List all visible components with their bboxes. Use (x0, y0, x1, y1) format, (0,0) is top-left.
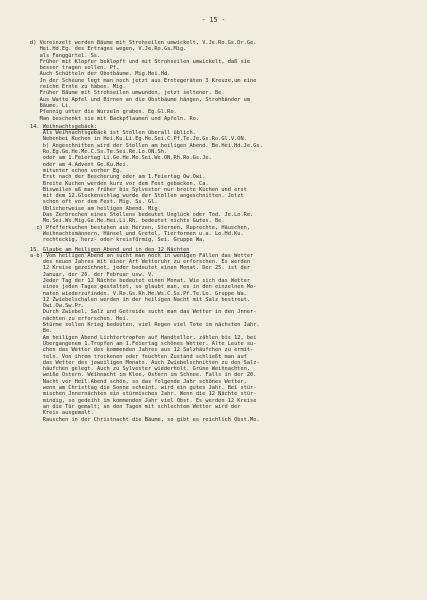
text-line: schon oft vor dem Fest. Mig. Ss. Gl. (30, 199, 158, 206)
text-line: Ro.Eg.Ge.He.Me.C.Ss.Te.Sei.Re.Lo.ON.Sh. (30, 149, 168, 156)
text-line: Be. (30, 328, 53, 335)
text-line: Bisweilen aß man früher bis Sylvester nur breite Kuchen und erst (30, 186, 247, 193)
text-line: weiße Ostern. Weihnacht im Klee, Ostern im Schnee. Falls in der 20. (30, 372, 257, 379)
section-14-body (30, 130, 416, 243)
text-line: das Wetter des jeweiligen Monats. Auch Zwiebelschnitten zu den Salz- (30, 359, 260, 366)
section-14-number: 14. (30, 123, 40, 130)
text-line: 12 Zwiebelschalen werden in der heiligen Nacht mit Salz bestreut. (30, 296, 251, 303)
text-line: oder am 1.Feiertag Li.Ge.He.Me.Sei.Ws.ON.Rh.Ro.Gs.Je. (30, 155, 212, 162)
text-line: mischen Jnnernächten ein stürmisches Jahr. Wenn die 12 Nächte stür- (30, 391, 257, 398)
text-line: Me.Sei.Ws.Mig.Ge.He.Hei.Li.Rh. bedeutet nichts Gutes. Be. (30, 218, 225, 225)
section-15-body (30, 253, 416, 423)
text-line: Nacht vor Heil.Abend schön, so das folgende Jahr schönes Wetter, (30, 378, 247, 385)
text-line: d) Vereinzelt werden Bäume mit Strohseilen umwickelt, V.Je.Ro.Gs.Dr.Ge. (30, 40, 257, 46)
text-line: reiche Ernte zu haben. Mig. (30, 84, 126, 91)
text-line: Als Weihnachtsgebäck ist Stollen überall üblich. (30, 130, 196, 137)
text-line: Jn der Scheune legt man noch jetzt aus Erntegeräten 3 Kreuze,um eine (30, 77, 257, 84)
text-line: Übergangenem 1.Tropfen am 1.Feiertag schönes Wetter. Alte Leute su- (30, 340, 257, 347)
text-line: Januar, der 26. der Februar usw. V. (30, 271, 155, 278)
text-line: Jeder Tag der 12 Nächte bedeutet einen Monat. Wie sich das Wetter (30, 277, 251, 284)
section-d (30, 40, 416, 122)
text-line: Das Zerbrechen eines Stollens bedeutet Unglück oder Tod. Je.Lo.Re. (30, 212, 254, 219)
text-line: Man beschenkt sie mit Backpflaumen und Äpfeln. Ro. (30, 115, 200, 122)
text-line: eines jeden Tages gestaltet, so glaubt man, es in den einzelnen Mo- (30, 284, 257, 291)
document-body (30, 40, 416, 423)
text-line: b) Angeschnitten wird der Stollen am heiligen Abend. Be.Hei.Hd.Je.Gs. (30, 142, 263, 149)
text-line: Kreis ausgemalt. (30, 410, 94, 417)
text-line: Bäume. Li. (30, 102, 72, 109)
text-line: Erst nach der Bescherung oder am 1.Feiertag Ow.Owi. (30, 174, 206, 181)
text-line: rechteckig, herz- oder kreisförmig, Sei. Gruppe Wa. (30, 237, 206, 244)
text-line: a-b) Vom heiligen Abend an sucht man noch in wenigen Fällen das Wetter (30, 252, 254, 259)
text-line: an die Tür gemalt; an den Tagen mit schlechtem Wetter wird der (30, 403, 241, 410)
section-15-number: 15. (30, 246, 40, 253)
text-line: besser tragen sollen. Pf. (30, 65, 120, 72)
text-line: Früher Bäume mit Strohseilen umwunden, jetzt seltener. Be. (30, 90, 225, 97)
section-14-title: Weihnachtsgebäck: (42, 123, 97, 130)
text-line: mitunter schon vorher Eg. (30, 167, 123, 174)
text-line: Nebenbei Kuchen in Hei.Ku.Li.Eg.He.Sei.C.Pf.Te.Je.Gs.Ro.Gl.V.ON. (30, 136, 247, 143)
text-line: wenn am Christtag die Sonne scheint, wird ein gutes Jahr. Bei stür- (30, 385, 257, 392)
section-15-title: Glaube am Heiligen Abend und in den 12 Nächten (42, 246, 190, 253)
text-line: Auch Schütteln der Obstbäume. Mig.Hei.Hd. (30, 71, 171, 78)
text-line: Durch Zwiebel, Salz und Getreide sucht man das Wetter in den Jnner- (30, 309, 257, 316)
text-line: Weihnachtsmännern, Hänsel und Gretel, Tierformen u.a. Lo.Hd.Ku. (30, 230, 244, 237)
text-line: mit dem 12.Glockenschlag wurde der Stollen angeschnitten. Jetzt (30, 193, 244, 200)
text-line: des neuen Jahres mit einer Art Wetteruhr zu erforschen. Es werden (30, 259, 251, 266)
text-line: nächten zu erforschen. Hei. (30, 315, 129, 322)
text-line: mindig, so gedeiht im kommenden Jahr viel Obst. Es werden 12 Kreise (30, 397, 257, 404)
text-line: Breite Kuchen werden kurz vor dem Fest gebacken. Ca. (30, 180, 209, 187)
text-line: teln. Von ihrem trockenen oder feuchten Zustand schließt man auf (30, 353, 247, 360)
text-line: 12 Kreise gezeichnet, jeder bedeutet einen Monat. Der 25. ist der (30, 265, 251, 272)
text-line: als Fanggürtel. Ss. (30, 52, 101, 59)
text-line: häufchen gelegt. Auch zu Sylvester wiederholt. Grüne Weihnachten, (30, 366, 251, 373)
text-line: Üblicherweise am heiligen Abend. Mig. (30, 205, 161, 212)
text-line: oder am 4.Advent Ge.Ku.Hei. (30, 161, 129, 168)
text-line: Aus Watte Äpfel und Birnen an die Obstbäume hängen, Strohbänder um (30, 96, 251, 103)
text-line: Stürme sollen Krieg bedeuten, viel Regen viel Tote im nächsten Jahr. (30, 322, 260, 329)
text-line: Rauschen in der Christnacht die Bäume, so gibt es reichlich Obst.Me. (30, 416, 260, 423)
text-line: c) Pfefferkuchen bestehen aus Herzen, Sternen, Ruprechte, Häuschen, (30, 224, 251, 231)
text-line: Am heiligen Abend Lichtertropfen auf Handteller, zählen bis 12, bei (30, 334, 257, 341)
text-line: Owi.Ow.Sw.Pr. (30, 303, 85, 310)
text-line: naten wiederzufinden. V.Ro.Gs.Rh.He.Ws.C.Ss.Pf.Te.Lo. Gruppe Wa. (30, 290, 247, 297)
text-line: Früher mit Klopfer beklopft und mit Strohseilen umwickelt, daß sie (30, 58, 251, 65)
text-line: chen das Wetter des kommenden Jahres aus 12 Salzhäufchen zu ermit- (30, 347, 254, 354)
page-number: - 15 - (201, 16, 226, 24)
text-line: Hei.Hd.Eg. des Ertrages wegen, V.Je.Ro.Gs.Mig. (30, 46, 187, 53)
text-line: Pfennig unter die Wurzeln graben. Eg.Gl.Ro. (30, 109, 177, 116)
